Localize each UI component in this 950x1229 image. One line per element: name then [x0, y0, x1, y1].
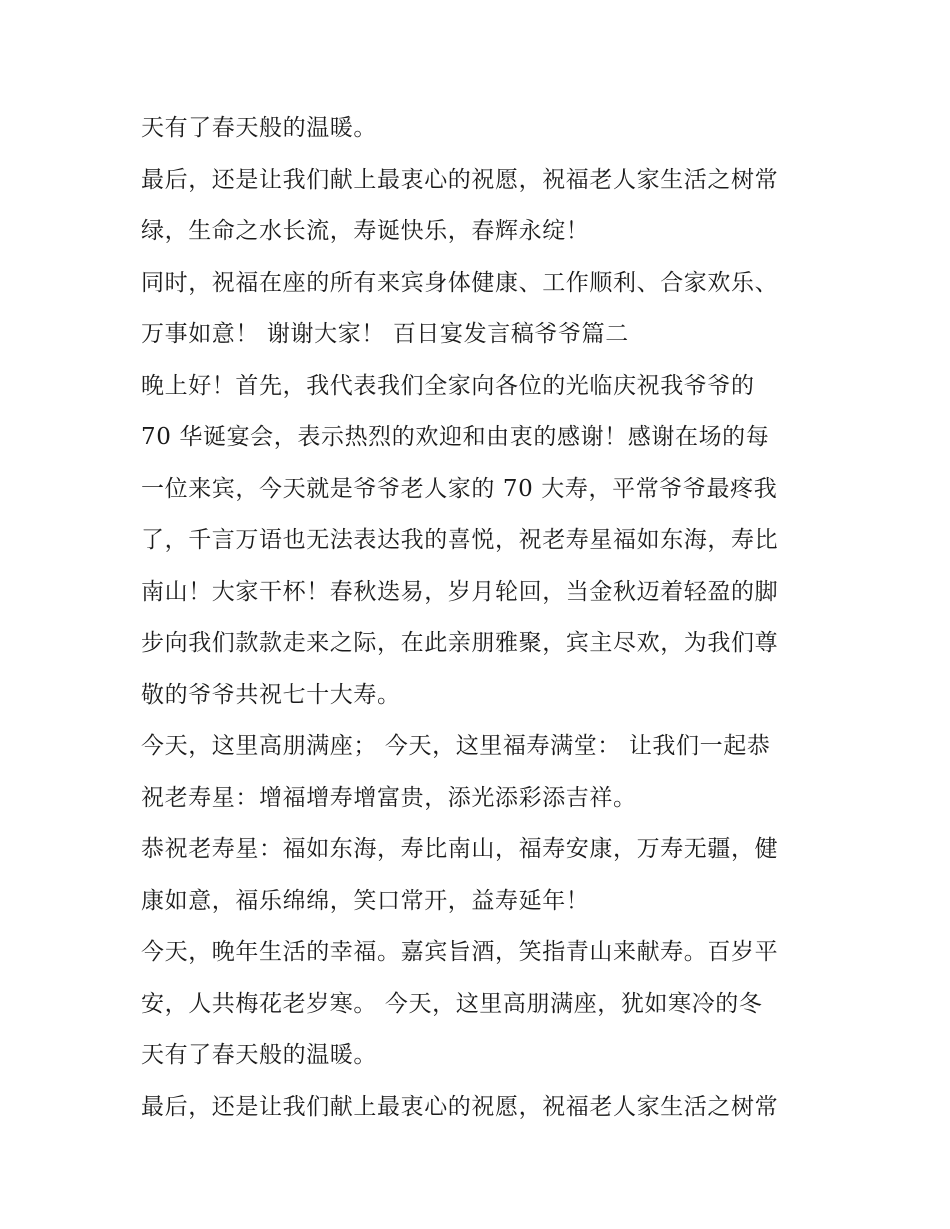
text-line: 康如意，福乐绵绵，笑口常开，益寿延年！ [141, 887, 590, 914]
text-line: 今天，晚年生活的幸福。嘉宾旨酒，笑指青山来献寿。百岁平 [141, 939, 779, 965]
text-line: 祝老寿星：增福增寿增富贵，添光添彩添吉祥。 [141, 784, 637, 811]
text-line: 步向我们款款走来之际，在此亲朋雅聚，宾主尽欢，为我们尊 [141, 630, 779, 656]
text-line: 今天，这里高朋满座； 今天，这里福寿满堂： 让我们一起恭 [141, 733, 771, 759]
text-line: 天有了春天般的温暖。 [141, 1042, 377, 1068]
text-line: 了，千言万语也无法表达我的喜悦，祝老寿星福如东海，寿比 [141, 527, 779, 553]
text-line: 70 华诞宴会，表示热烈的欢迎和由衷的感谢！感谢在场的每 [141, 424, 770, 450]
text-line: 最后，还是让我们献上最衷心的祝愿，祝福老人家生活之树常 [141, 1093, 779, 1120]
text-line: 晚上好！首先，我代表我们全家向各位的光临庆祝我爷爷的 [141, 372, 755, 399]
text-line: 恭祝老寿星：福如东海，寿比南山，福寿安康，万寿无疆，健 [141, 836, 779, 862]
text-line: 安，人共梅花老岁寒。 今天，这里高朋满座，犹如寒冷的冬 [141, 990, 763, 1017]
text-line: 敬的爷爷共祝七十大寿。 [141, 681, 401, 708]
text-line: 同时，祝福在座的所有来宾身体健康、工作顺利、合家欢乐、 [141, 269, 779, 296]
text-line: 一位来宾，今天就是爷爷老人家的 70 大寿，平常爷爷最疼我 [141, 475, 778, 502]
text-line: 最后，还是让我们献上最衷心的祝愿，祝福老人家生活之树常 [141, 166, 779, 193]
text-line: 南山！大家干杯！春秋迭易，岁月轮回，当金秋迈着轻盈的脚 [141, 578, 779, 605]
text-line: 天有了春天般的温暖。 [141, 115, 377, 141]
text-line: 绿，生命之水长流，寿诞快乐，春辉永绽！ [141, 218, 590, 244]
text-line: 万事如意！ 谢谢大家！ 百日宴发言稿爷爷篇二 [141, 321, 629, 347]
document-body [141, 108, 821, 1138]
